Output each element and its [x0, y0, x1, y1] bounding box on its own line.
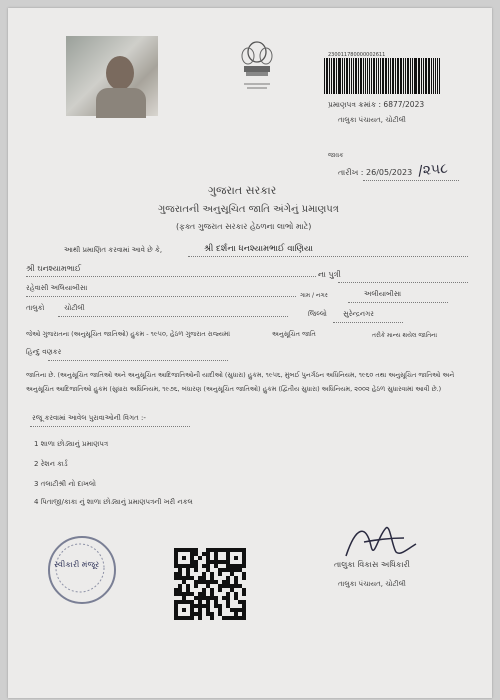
caste-name: હિન્દુ વણકર	[26, 348, 62, 356]
residence: રહેવાસી અલિયાબીસા	[26, 284, 88, 292]
applicant-photo	[66, 36, 158, 116]
state-emblem-icon	[236, 38, 278, 100]
documents-heading: રજૂ કરવામાં આવેલ પુરાવાઓની વિગત :-	[32, 414, 146, 422]
intro-text: આથી પ્રમાણિત કરવામાં આવે છે કે,	[64, 246, 163, 254]
village-name: અલીયાબીસા	[364, 290, 402, 298]
signatory-office: તાલુકા પંચાયત, ચોટીલી	[338, 580, 406, 588]
government-title: ગુજરાત સરકાર	[208, 184, 277, 197]
taluka-label: તાલુકો	[26, 304, 45, 312]
father-name: શ્રી ઘનશ્યામભાઈ	[26, 264, 82, 273]
certificate-subtitle: (ફક્ત ગુજરાત સરકાર હેઠળના લાભો માટે)	[176, 222, 312, 231]
barcode-text: 230011780000002611	[328, 52, 386, 58]
taluka-value: ચોટીલી	[64, 304, 85, 312]
caste-line-end: તરીકે માન્ય થયેલ જાતિના	[372, 332, 438, 339]
village-label: ગામ / નગર	[300, 292, 328, 299]
outward-label: જાવક	[328, 152, 344, 159]
person-name: શ્રી દર્શના ધનશ્યામભાઈ વાણિયા	[204, 244, 314, 254]
barcode	[324, 58, 440, 94]
caste-type: અનુસૂચિત જાતિ	[272, 330, 316, 338]
certificate-page	[8, 8, 492, 698]
taluka-office: તાલુકા પંચાયત, ચોટીલી	[338, 116, 406, 124]
legal-paragraph: જાતિના છે. (અનુસૂચિત જાતિઓ અને અનુસૂચિત આદિજાતિઓની યાદીઓ (સુધારા) હુકમ, ૧૯૫૬, મુંબઈ પુનર્ગઠન અધિનિયમ, ૧૯૬૦ તથા અનુસૂચિત જાતિઓ અને અનુસૂચિત આદિજાતિઓ હુકમ (સુધારા અધિનિયમ, ૧૯૭૬, બંધારણ (અનુસૂચિત જાતિઓ) હુકમ (દ્વિતીય સુધારા) અધિનિયમ, ૨૦૦૨ હેઠળ સુધારવામાં આવી છે.)	[26, 371, 455, 393]
document-item: 3 તલાટીશ્રી નો દાખલો	[34, 480, 96, 488]
issue-date: તારીખ : 26/05/2023	[338, 168, 413, 177]
signatory-title: તાલુકા વિકાસ અધિકારી	[334, 560, 410, 569]
office-seal	[48, 536, 116, 604]
qr-code[interactable]	[174, 548, 246, 620]
document-item: 2 રેશન કાર્ડ	[34, 460, 68, 468]
seal-text: સ્વીકારી મંજૂર	[54, 560, 100, 569]
handwritten-reference: /૨૫૮	[417, 160, 449, 180]
caste-line-start: જેઓ ગુજરાતના (અનુસૂચિત જાતિઓ) હુકમ - ૧૯૫૦, હેઠળ ગુજરાત રાજ્યમાં	[26, 330, 231, 338]
district-value: સુરેન્દ્રનગર	[343, 310, 374, 318]
certificate-number: પ્રમાણપત્ર ક્રમાંક : 6877/2023	[328, 100, 425, 109]
document-item: 4 પિતાજી/કાકા નું શાળા છોડ્યાનું પ્રમાણપત્રની ખરી નકલ	[34, 498, 193, 506]
document-item: 1 શાળા છોડ્યાનું પ્રમાણપત્ર	[34, 440, 109, 448]
daughter-label: ના પુત્રી	[318, 270, 341, 279]
district-label: જિલ્લો	[308, 310, 327, 318]
certificate-title: ગુજરાતની અનુસૂચિત જાતિ અંગેનું પ્રમાણપત્ર	[158, 204, 339, 215]
